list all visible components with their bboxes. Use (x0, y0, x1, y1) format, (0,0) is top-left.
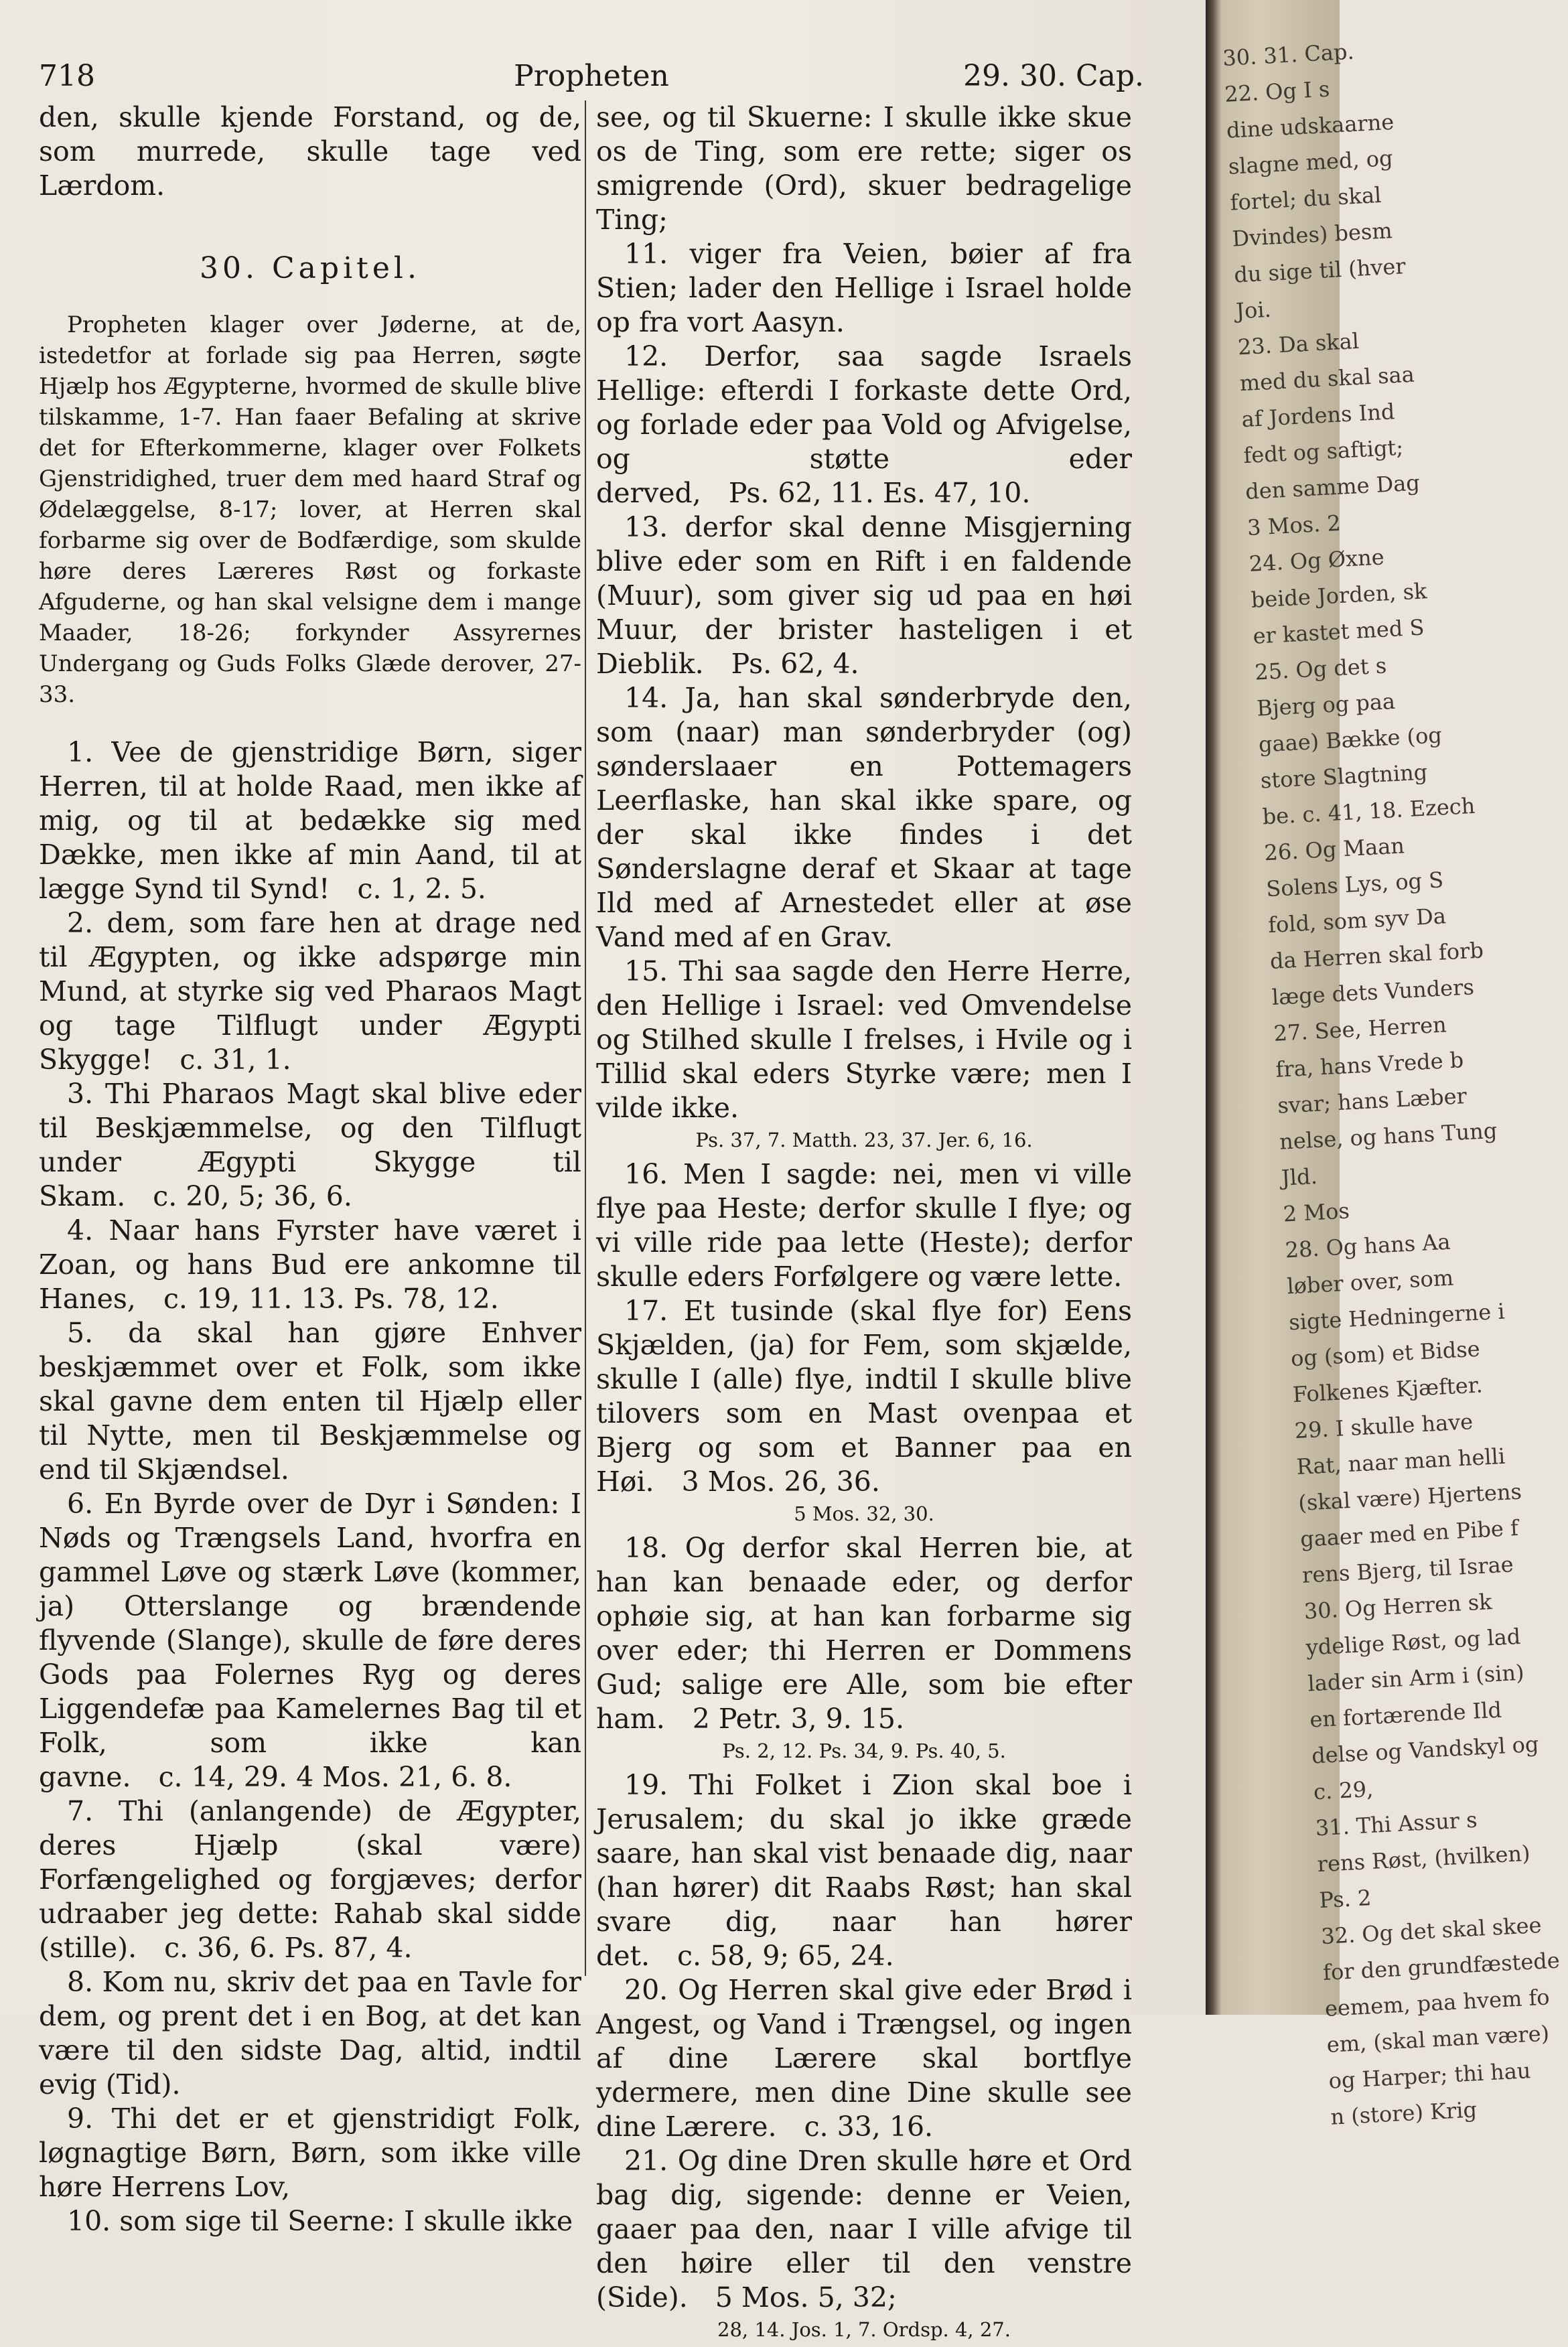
fragment-line: rens Bjerg, til Israe (1301, 1551, 1514, 1588)
cross-reference: 3 Mos. 26, 36. (654, 1466, 880, 1498)
fragment-line: Ps. 2 (1318, 1885, 1372, 1914)
fragment-line: 30. Og Herren sk (1303, 1589, 1493, 1624)
verse-text: 17. Et tusinde (skal flye for) Eens Skjælden, (ja) for Fem, som skjælde, skulle I (alle) flye, indtil I skulle blive tilovers som en Mast ovenpaa et Bjerg og som et Banner paa en Høi. (596, 1295, 1132, 1498)
chapter-title: 30. Capitel. (200, 251, 421, 285)
verse (596, 1768, 1132, 1973)
verse-text: 15. Thi saa sagde den Herre Herre, den Hellige i Israel: ved Omvendelse og Stilhed skulle I frelses, i Hvile og i Tillid skal eders Styrke være; men I vilde ikke. (596, 955, 1132, 1124)
cross-reference: 2 Petr. 3, 9. 15. (664, 1703, 905, 1735)
fragment-line: og (som) et Bidse (1290, 1336, 1481, 1372)
fragment-line: 29. I skulle have (1293, 1409, 1474, 1444)
fragment-line: læge dets Vunders (1271, 974, 1475, 1011)
fragment-line: Rat, naar man helli (1295, 1443, 1506, 1480)
verse (596, 1973, 1132, 2144)
cross-reference: c. 1, 2. 5. (330, 873, 486, 905)
cross-reference: c. 14, 29. 4 Mos. 21, 6. 8. (131, 1761, 512, 1793)
verse-text: 20. Og Herren skal give eder Brød i Angest, og Vand i Trængsel, og ingen af dine Lærere skal bortflye ydermere, men dine Dine skulle see dine Lærere. (596, 1974, 1132, 2143)
verse-list (596, 237, 1132, 2343)
cross-reference-note: 28, 14. Jos. 1, 7. Ordsp. 4, 27. (717, 2318, 1011, 2341)
verse-text: 8. Kom nu, skriv det paa en Tavle for dem, og prent det i en Bog, at det kan være til den sidste Dag, altid, indtil evig (Tid). (39, 1966, 581, 2101)
fragment-line: 28. Og hans Aa (1284, 1228, 1451, 1263)
cross-reference-note: Ps. 2, 12. Ps. 34, 9. Ps. 40, 5. (722, 1739, 1006, 1762)
fragment-line: med du skal saa (1238, 361, 1415, 397)
verse-text: 12. Derfor, saa sagde Israels Hellige: efterdi I forkaste dette Ord, og forlade eder paa Vold og Afvigelse, og støtte eder derved, (596, 340, 1132, 509)
verse-text: 11. viger fra Veien, bøier af fra Stien; lader den Hellige i Israel holde op fra vort Aasyn. (596, 238, 1132, 338)
fragment-line: løber over, som (1286, 1265, 1454, 1299)
fragment-line: af Jordens Ind (1240, 399, 1396, 433)
verse (39, 735, 581, 906)
adjacent-page-edge (1206, 0, 1561, 2130)
left-column (39, 100, 581, 2238)
fragment-line: 22. Og I s (1224, 76, 1331, 107)
verse-text: 3. Thi Pharaos Magt skal blive eder til Beskjæmmelse, og den Tilflugt under Ægypti Skygge til Skam. (39, 1078, 581, 1212)
verse (596, 1157, 1132, 1294)
fragment-line: da Herren skal forb (1269, 937, 1484, 975)
fragment-line: dine udskaarne (1226, 109, 1395, 143)
carryover-text: see, og til Skuerne: I skulle ikke skue os de Ting, som ere rette; siger os smigrende (Ord), skuer bedragelige Ting; (596, 101, 1132, 236)
fragment-line: 27. See, Herren (1273, 1011, 1447, 1046)
verse-text: 7. Thi (anlangende) de Ægypter, deres Hjælp (skal være) Forfængelighed og forgjæves; derfor udraaber jeg dette: Rahab skal sidde (stille). (39, 1795, 581, 1964)
fragment-line: c. 29, (1313, 1776, 1374, 1805)
verse (39, 2102, 581, 2204)
page-number: 718 (39, 59, 95, 93)
verse-text: 2. dem, som fare hen at drage ned til Ægypten, og ikke adspørge min Mund, at styrke sig ved Pharaos Magt og tage Tilflugt under Ægypti Skygge! (39, 907, 581, 1076)
cross-reference-note: 5 Mos. 32, 30. (794, 1502, 934, 1525)
column-divider (585, 100, 586, 1976)
fragment-line: em, (skal man være) (1326, 2020, 1550, 2058)
verse (596, 2144, 1132, 2315)
verse-text: 6. En Byrde over de Dyr i Sønden: I Nøds og Trængsels Land, hvorfra en gammel Løve og stærk Løve (kommer, ja) Otterslange og brændende flyvende (Slange), skulle de føre deres Gods paa Folernes Ryg og deres Liggendefæ paa Kamelernes Bag til et Folk, som ikke kan gavne. (39, 1488, 581, 1793)
fragment-line: og Harper; thi hau (1328, 2058, 1532, 2094)
fragment-line: for den grundfæstede (1322, 1947, 1561, 1986)
verse-text: 10. som sige til Seerne: I skulle ikke (67, 2205, 573, 2237)
verse (596, 340, 1132, 510)
verse-text: 5. da skal han gjøre Enhver beskjæmmet over et Folk, som ikke skal gavne dem enten til Hjælp eller til Nytte, men til Beskjæmmelse og end til Skjændsel. (39, 1317, 581, 1486)
verse (39, 1316, 581, 1487)
fragment-line: Joi. (1235, 296, 1272, 324)
fragment-line: 25. Og det s (1254, 652, 1388, 685)
carryover-text: den, skulle kjende Forstand, og de, som murrede, skulle tage ved Lærdom. (39, 101, 581, 202)
running-header (39, 59, 1144, 99)
fragment-line: ydelige Røst, og lad (1305, 1623, 1522, 1660)
fragment-line: svar; hans Læber (1277, 1083, 1468, 1119)
cross-reference: c. 33, 16. (776, 2111, 934, 2143)
fragment-line: er kastet med S (1252, 614, 1425, 649)
verse-text: 19. Thi Folket i Zion skal boe i Jerusalem; du skal jo ikke græde saare, han skal vist benaade dig, naar (han hører) dit Raabs Røst; han skal svare dig, naar han hører det. (596, 1769, 1132, 1972)
fragment-line: 32. Og det skal skee (1320, 1912, 1543, 1950)
verse-text: 14. Ja, han skal sønderbryde den, som (naar) man sønderbryder (og) sønderslaaer en Pottemagers Leerflaske, han skal ikke spare, og der skal ikke findes i det Sønderslagne deraf et Skaar at tage Ild med af Arnestedet eller at øse Vand med af en Grav. (596, 682, 1132, 953)
chapter-range: 29. 30. Cap. (963, 59, 1144, 93)
fragment-line: den samme Dag (1244, 470, 1421, 505)
fragment-line: 23. Da skal (1237, 328, 1360, 360)
fragment-line: gaae) Bække (og (1258, 722, 1443, 758)
fragment-line: be. c. 41, 18. Ezech (1261, 792, 1476, 830)
fragment-line: fold, som syv Da (1267, 903, 1447, 938)
fragment-line: Folkenes Kjæfter. (1291, 1372, 1484, 1408)
fragment-line: 24. Og Øxne (1248, 544, 1385, 577)
fragment-line: lader sin Arm i (sin) (1307, 1659, 1525, 1697)
verse (39, 906, 581, 1077)
fragment-line: 2 Mos (1282, 1198, 1350, 1227)
verse-text: 18. Og derfor skal Herren bie, at han kan benaade eder, og derfor ophøie sig, at han kan forbarme sig over eder; thi Herren er Dommens Gud; salige ere Alle, som bie efter ham. (596, 1532, 1132, 1735)
fragment-line: fortel; du skal (1229, 182, 1382, 216)
chapter-summary: Propheten klager over Jøderne, at de, istedetfor at forlade sig paa Herren, søgte Hjælp hos Ægypterne, hvormed de skulle blive tilskamme, 1-7. Han faaer Befaling at skrive det for Efterkommerne, klager over Folkets Gjenstridighed, truer dem med haard Straf og Ødelæggelse, 8-17; lover, at Herren skal forbarme sig over de Bodfærdige, som skulde høre deres Læreres Røst og forkaste Afguderne, og han skal velsigne dem i mange Maader, 18-26; forkynder Assyrernes Undergang og Guds Folks Glæde derover, 27-33. (39, 311, 581, 708)
running-title: Propheten (514, 59, 669, 93)
verse (596, 510, 1132, 681)
fragment-line: 3 Mos. 2 (1246, 510, 1342, 541)
fragment-line: sigte Hedningerne i (1288, 1298, 1506, 1336)
right-column (596, 100, 1132, 2347)
cross-reference: c. 31, 1. (152, 1044, 291, 1076)
verse (39, 1794, 581, 1965)
fragment-line: eemem, paa hvem fo (1324, 1984, 1551, 2021)
fragment-line: delse og Vandskyl og (1311, 1731, 1540, 1769)
fragment-line: fra, hans Vrede b (1275, 1047, 1465, 1082)
fragment-line: store Slagtning (1259, 759, 1429, 794)
verse (596, 237, 1132, 340)
fragment-line: fedt og saftigt; (1242, 434, 1404, 469)
fragment-line: n (store) Krig (1330, 2096, 1478, 2130)
cross-reference: Ps. 62, 11. Es. 47, 10. (701, 477, 1031, 509)
fragment-line: beide Jorden, sk (1250, 578, 1428, 613)
fragment-line: du sige til (hver (1233, 253, 1407, 288)
fragment-line: 31. Thi Assur s (1314, 1806, 1478, 1841)
fragment-line: nelse, og hans Tung (1279, 1117, 1498, 1155)
verse-text: 1. Vee de gjenstridige Børn, siger Herren, til at holde Raad, men ikke af mig, og til at bedække sig med Dække, men ikke af min Aand, til at lægge Synd til Synd! (39, 736, 581, 905)
cross-reference: c. 19, 11. 13. Ps. 78, 12. (135, 1283, 499, 1315)
cross-reference: c. 20, 5; 36, 6. (125, 1180, 352, 1212)
fragment-line: Solens Lys, og S (1265, 867, 1444, 902)
fragment-line: 30. 31. Cap. (1222, 38, 1355, 71)
fragment-line: slagne med, og (1227, 145, 1394, 180)
fragment-line: Dvindes) besm (1231, 218, 1393, 252)
cross-reference: c. 58, 9; 65, 24. (650, 1940, 894, 1972)
verse (39, 1214, 581, 1316)
fragment-line: gaaer med en Pibe f (1299, 1514, 1519, 1552)
verse (39, 1077, 581, 1214)
verse-text: 4. Naar hans Fyrster have været i Zoan, og hans Bud ere ankomne til Hanes, (39, 1214, 581, 1315)
cross-reference: 5 Mos. 5, 32; (687, 2281, 897, 2314)
verse (596, 681, 1132, 954)
verse (596, 1531, 1132, 1736)
cross-reference: c. 36, 6. Ps. 87, 4. (137, 1932, 413, 1964)
fragment-line: Jld. (1281, 1163, 1318, 1191)
verse (39, 1965, 581, 2102)
fragment-line: rens Røst, (hvilken) (1316, 1840, 1531, 1877)
verse (39, 2204, 581, 2238)
verse-list (39, 735, 581, 2238)
cross-reference: Ps. 62, 4. (703, 648, 859, 680)
verse (39, 1487, 581, 1794)
verse (596, 1294, 1132, 1499)
fragment-line: (skal være) Hjertens (1297, 1478, 1522, 1516)
adjacent-page-text (1222, 34, 1561, 2135)
verse-text: 13. derfor skal denne Misgjerning blive eder som en Rift i en faldende (Muur), som giver sig ud paa en høi Muur, der brister hasteligen i et Dieblik. (596, 511, 1132, 680)
fragment-line: 26. Og Maan (1263, 833, 1405, 866)
verse (596, 954, 1132, 1125)
verse-text: 9. Thi det er et gjenstridigt Folk, løgnagtige Børn, Børn, som ikke ville høre Herrens Lov, (39, 2103, 581, 2203)
fragment-line: en fortærende Ild (1309, 1697, 1502, 1733)
verse-text: 21. Og dine Dren skulle høre et Ord bag dig, sigende: denne er Veien, gaaer paa den, naar I ville afvige til den høire eller til den venstre (Side). (596, 2145, 1132, 2314)
cross-reference-note: Ps. 37, 7. Matth. 23, 37. Jer. 6, 16. (695, 1129, 1033, 1151)
verse-text: 16. Men I sagde: nei, men vi ville flye paa Heste; derfor skulle I flye; og vi ville ride paa lette (Heste); derfor skulle eders Forfølgere og være lette. (596, 1158, 1132, 1293)
fragment-line: Bjerg og paa (1256, 688, 1396, 721)
